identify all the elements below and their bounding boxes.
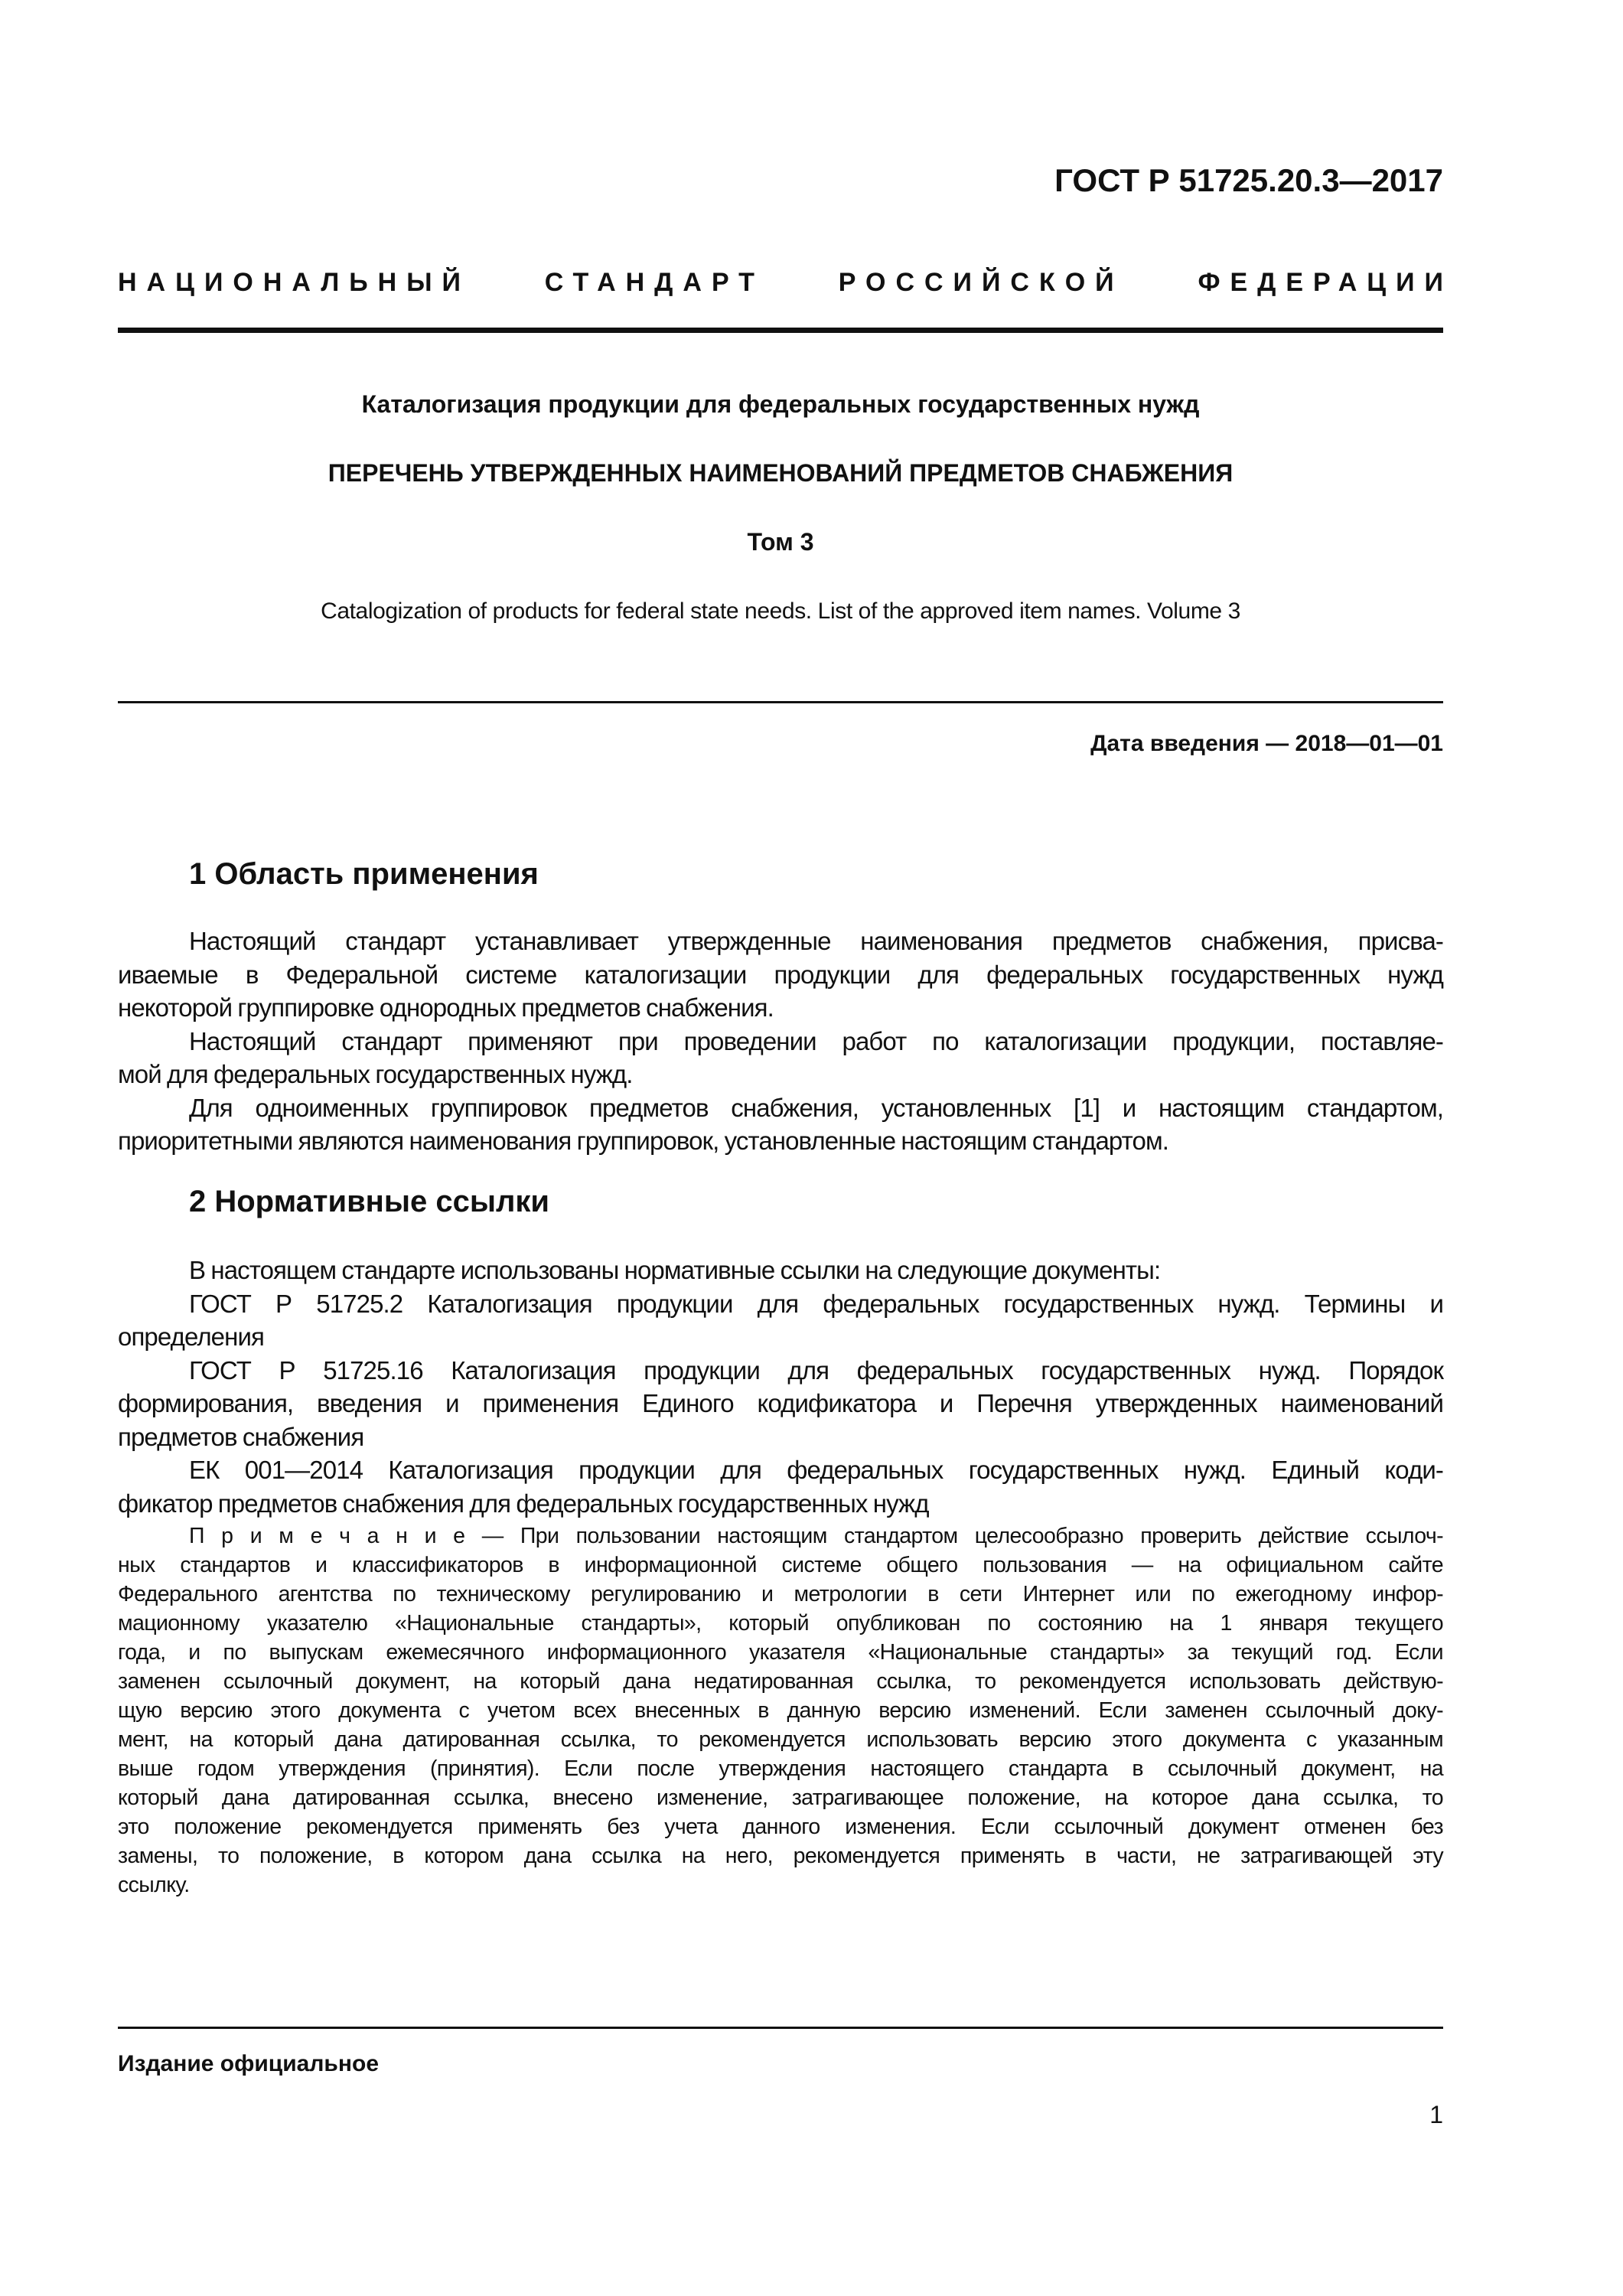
note-line: выше годом утверждения (принятия). Если после утверждения настоящего стандарта в ссылочный документ, на: [118, 1756, 1443, 1781]
page-number: 1: [1429, 2101, 1443, 2128]
paragraph-line: Для одноименных группировок предметов снабжения, установленных [1] и настоящим стандартом,: [189, 1093, 1443, 1122]
note-label: П р и м е ч а н и е: [189, 1524, 465, 1548]
section-1-body: [118, 925, 1443, 1158]
footer-divider: [118, 2027, 1443, 2029]
title-line-2: ПЕРЕЧЕНЬ УТВЕРЖДЕННЫХ НАИМЕНОВАНИЙ ПРЕДМЕТОВ СНАБЖЕНИЯ: [328, 459, 1234, 487]
paragraph-line: ЕК 001—2014 Каталогизация продукции для федеральных государственных нужд. Единый коди-: [189, 1456, 1443, 1484]
paragraph-line: определения: [118, 1322, 264, 1351]
banner-word: СТАНДАРТ: [544, 268, 764, 297]
note-line: года, и по выпускам ежемесячного информационного указателя «Национальные стандарты» за текущий год. Если: [118, 1640, 1443, 1665]
note-line: это положение рекомендуется применять без учета данного изменения. Если ссылочный документ отменен без: [118, 1815, 1443, 1839]
note: [118, 1521, 1443, 1900]
paragraph-line: предметов снабжения: [118, 1422, 364, 1451]
introduction-date: Дата введения — 2018—01—01: [1090, 731, 1443, 756]
note-line: замены, то положение, в котором дана ссылка на него, рекомендуется применять в части, не затрагивающей эту: [118, 1844, 1443, 1868]
note-line: Федерального агентства по техническому регулированию и метрологии в сети Интернет или по ежегодному инфор-: [118, 1582, 1443, 1606]
section-2-heading: 2 Нормативные ссылки: [189, 1185, 550, 1218]
paragraph-line: приоритетными являются наименования группировок, установленные настоящим стандартом.: [118, 1127, 1169, 1155]
document-code: ГОСТ Р 51725.20.3—2017: [1054, 162, 1443, 198]
note-line: щую версию этого документа с учетом всех внесенных в данную версию изменений. Если заменен ссылочный доку-: [118, 1698, 1443, 1723]
note-text: — При пользовании настоящим стандартом целесообразно проверить действие ссылоч-: [464, 1524, 1443, 1548]
paragraph-line: иваемые в Федеральной системе каталогизации продукции для федеральных государственных нужд: [118, 960, 1443, 989]
note-line: [118, 1521, 1443, 1551]
note-line: мент, на который дана датированная ссылка, то рекомендуется использовать версию этого документа с указанным: [118, 1727, 1443, 1752]
title-volume: Том 3: [747, 528, 814, 556]
banner-word: НАЦИОНАЛЬНЫЙ: [118, 268, 471, 297]
note-line: ссылку.: [118, 1873, 190, 1897]
paragraph-line: фикатор предметов снабжения для федеральных государственных нужд: [118, 1489, 929, 1518]
title-english: Catalogization of products for federal state needs. List of the approved item names. Volume 3: [321, 598, 1240, 624]
title-line-1: Каталогизация продукции для федеральных государственных нужд: [361, 390, 1200, 418]
note-line: ных стандартов и классификаторов в информационной системе общего пользования — на официальном сайте: [118, 1553, 1443, 1577]
paragraph-line: мой для федеральных государственных нужд.: [118, 1060, 633, 1088]
banner-word: РОССИЙСКОЙ: [838, 268, 1124, 297]
header-divider: [118, 328, 1443, 333]
note-line: который дана датированная ссылка, внесено изменение, затрагивающее положение, на которое дана ссылка, то: [118, 1786, 1443, 1810]
section-1-heading: 1 Область применения: [189, 857, 539, 891]
section-2-body: [118, 1254, 1443, 1520]
national-standard-banner: [118, 268, 1453, 298]
paragraph-line: некоторой группировке однородных предметов снабжения.: [118, 993, 774, 1022]
paragraph-line: Настоящий стандарт устанавливает утвержденные наименования предметов снабжения, присва-: [189, 927, 1443, 955]
edition-label: Издание официальное: [118, 2051, 380, 2076]
title-divider: [118, 701, 1443, 703]
banner-word: ФЕДЕРАЦИИ: [1198, 268, 1453, 297]
paragraph-line: ГОСТ Р 51725.2 Каталогизация продукции для федеральных государственных нужд. Термины и: [189, 1289, 1443, 1318]
paragraph-line: ГОСТ Р 51725.16 Каталогизация продукции для федеральных государственных нужд. Порядок: [189, 1355, 1443, 1384]
note-line: мационному указателю «Национальные стандарты», который опубликован по состоянию на 1 января текущего: [118, 1611, 1443, 1636]
note-line: заменен ссылочный документ, на который дана недатированная ссылка, то рекомендуется использовать действую-: [118, 1669, 1443, 1694]
paragraph-line: Настоящий стандарт применяют при проведении работ по каталогизации продукции, поставляе-: [189, 1026, 1443, 1055]
paragraph-line: формирования, введения и применения Единого кодификатора и Перечня утвержденных наименований: [118, 1389, 1443, 1417]
paragraph-line: В настоящем стандарте использованы нормативные ссылки на следующие документы:: [189, 1256, 1161, 1284]
